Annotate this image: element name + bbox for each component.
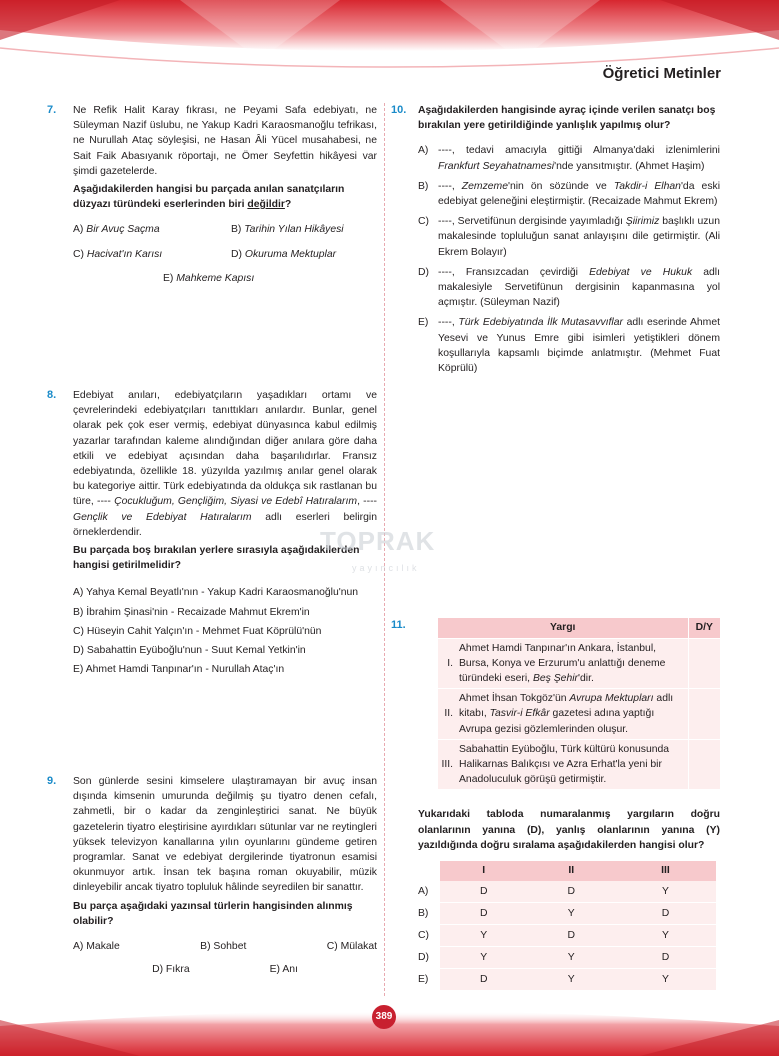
option-d[interactable]: D) Y Y D [418, 947, 716, 969]
option-a[interactable]: A) ----, tedavi amacıyla gittiği Almanya'daki izlenimlerini Frankfurt Seyahatnamesi'nde yansıtmıştır. (Ahmet Haşim) [418, 145, 720, 172]
option-d[interactable]: D) Sabahattin Eyüboğlu'nun - Suut Kemal Yetkin'in [73, 645, 306, 657]
option-a[interactable]: A) Makale [73, 941, 120, 953]
table-header-dy: D/Y [688, 618, 720, 638]
option-b[interactable]: B) Sohbet [200, 941, 247, 953]
option-c[interactable]: C) Hacivat'ın Karısı [73, 248, 163, 260]
table-row: II. Ahmet İhsan Tokgöz'ün Avrupa Mektupları adlı kitabı, Tasvir-i Efkâr gazetesi adına yaptığı Avrupa gezisi gözlemlerinden oluşur. [438, 689, 720, 740]
options [73, 585, 377, 677]
option-a[interactable]: A) Yahya Kemal Beyatlı'nın - Yakup Kadri Karaosmanoğlu'nun [73, 587, 359, 599]
section-title: Öğretici Metinler [602, 65, 721, 82]
options [418, 143, 720, 376]
question-number: 8. [47, 389, 57, 401]
option-b[interactable]: B) İbrahim Şinasi'nin - Recaizade Mahmut Ekrem'in [73, 606, 310, 618]
table-row: III. Sabahattin Eyüboğlu, Türk kültürü konusunda Halikarnas Balıkçısı ve Azra Erhat'la yeni bir Anadoluculuk görüşü getirmiştir. [438, 739, 720, 789]
options-row-2 [73, 962, 377, 977]
option-e[interactable]: E) D Y Y [418, 969, 716, 991]
question-text: Son günlerde sesini kimselere ulaştıramayan bir avuç insan dışında kimsenin umurunda değilmiş şu tiyatro denen cefalı, zahmetli, bir o kadar da zenginleştirici sanat. Ne büyük gazetelerin tiyatro eleştirisine ayırdıkları sütunlar var ne reytingleri yüksek televizyon kanallarına yılın oyunlarını gündeme getiren programlar. Sanat ve edebiyat dergilerinde tiyatronun esamisi okunmuyor artık. İnsan tek başına roman okuyabilir, müzik dinleyebilir ancak tiyatro topluluk hâlinde seyredilen bir sanattır. [73, 776, 377, 894]
option-e[interactable]: E) Mahkeme Kapısı [163, 272, 255, 284]
option-c[interactable]: C) Hüseyin Cahit Yalçın'ın - Mehmet Fuat Köprülü'nün [73, 625, 322, 637]
option-b[interactable]: B) ----, Zemzeme'nin ön sözünde ve Takdir-i Elhan'da eski edebiyat geleneğini eleştirmiştir. (Recaizade Mahmut Ekrem) [418, 180, 721, 208]
question-9 [47, 774, 377, 977]
option-a[interactable]: A) D D Y [418, 881, 716, 903]
options [73, 222, 377, 261]
option-e[interactable]: E) Ahmet Hamdi Tanpınar'ın - Nurullah Ataç'ın [73, 664, 285, 676]
answer-table [418, 861, 716, 992]
watermark-sub: yayıncılık [352, 563, 420, 573]
dy-cell[interactable] [688, 689, 720, 740]
question-11 [391, 618, 720, 991]
table-header-yargi: Yargı [438, 618, 688, 638]
option-b[interactable]: B) D Y D [418, 903, 716, 925]
question-number: 10. [391, 104, 407, 116]
page-number: 389 [372, 1005, 396, 1029]
question-10 [391, 103, 721, 381]
question-stem: Aşağıdakilerden hangisinde ayraç içinde verilen sanatçı boş bırakılan yere getirildiğinde yanlışlık yapılmış olur? [418, 105, 716, 132]
table-row: I. Ahmet Hamdi Tanpınar'ın Ankara, İstanbul, Bursa, Konya ve Erzurum'u anlattığı deneme türündeki eseri, Beş Şehir'dir. [438, 638, 720, 689]
option-e[interactable]: E) ----, Türk Edebiyatında İlk Mutasavvıflar adlı eserinde Ahmet Yesevi ve Yunus Emre gibi isimleri yetiştikleri dönem koşullarıyla kapsamlı biçimde anlatmıştır. (Mehmet Fuat Köprülü) [418, 317, 720, 375]
answer-header-iii: III [615, 861, 716, 881]
option-d[interactable]: D) ----, Fransızcadan çevirdiği Edebiyat ve Hukuk adlı makalesiyle Servetifünun dergisinin kapanmasına yol açmıştır. (Süleyman Nazif) [418, 266, 721, 309]
question-7 [47, 103, 377, 286]
question-stem: Bu parça aşağıdaki yazınsal türlerin hangisinden alınmış olabilir? [73, 900, 353, 927]
option-e[interactable]: E) Anı [269, 964, 298, 976]
question-stem: Aşağıdakilerden hangisi bu parçada anılan sanatçıların düzyazı türündeki eserlerinden biri değildir? [73, 184, 345, 211]
question-number: 9. [47, 775, 57, 787]
answer-header-i: I [440, 861, 528, 881]
statements-table [438, 618, 720, 789]
option-c[interactable]: C) Y D Y [418, 925, 716, 947]
option-c[interactable]: C) Mülakat [326, 941, 377, 953]
option-d[interactable]: D) Okuruma Mektuplar [231, 248, 337, 260]
options-row-1 [73, 939, 377, 954]
dy-cell[interactable] [688, 638, 720, 689]
answer-header-ii: II [528, 861, 616, 881]
dy-cell[interactable] [688, 739, 720, 789]
option-a[interactable]: A) Bir Avuç Saçma [73, 224, 160, 236]
question-stem: Yukarıdaki tabloda numaralanmış yargıların doğru olanlarının yanına (D), yanlış olanlarının yanına (Y) yazıldığında doğru sıralama aşağıdakilerden hangisi olur? [418, 809, 720, 851]
question-number: 7. [47, 104, 57, 116]
question-text: Edebiyat anıları, edebiyatçıların yaşadıkları ortamı ve çevrelerindeki edebiyatçıları tanıttıkları anılardır. Bunlar, genel olarak pek çok eser vermiş, edebiyat dünyasınca kabul edilmiş yazarlar tarafından kaleme alındığından diğer anılara göre daha etkili ve edebiyat açısından daha başarılıdırlar. Fransız edebiyatında, özellikle 18. yüzyılda yazılmış anılar genel olarak bu kategoriye aittir. Türk edebiyatında da oldukça sık rastlanan bu türe, ---- Çocukluğum, Gençliğim, Siyasi ve Edebî Hatıralarım, ---- Gençlik ve Edebiyat Hatıralarım adlı eserleri belirgin örneklerdendir. [73, 390, 377, 538]
option-c[interactable]: C) ----, Servetifünun dergisinde yayımladığı Şiirimiz başlıklı uzun makalesinde topluluğun sanat anlayışını dile getirmiştir. (Ali Ekrem Bolayır) [418, 216, 720, 258]
question-text: Ne Refik Halit Karay fıkrası, ne Peyami Safa edebiyatı, ne Süleyman Nazif üslubu, ne Yakup Kadri Karaosmanoğlu tefrikası, ne Nurullah Ataç söyleşisi, ne Hasan Âli Yücel musahabesi, ne Sait Faik Abasıyanık röportajı, ne Ömer Seyfettin hikâyesi var şimdi gazetelerde. [73, 105, 377, 177]
question-stem: Bu parçada boş bırakılan yerlere sırasıyla aşağıdakilerden hangisi getirilmelidir? [73, 545, 360, 572]
question-number: 11. [391, 619, 406, 631]
option-b[interactable]: B) Tarihin Yılan Hikâyesi [231, 224, 344, 236]
option-d[interactable]: D) Fıkra [152, 964, 190, 976]
watermark-logo: TOPRAK [320, 526, 436, 556]
